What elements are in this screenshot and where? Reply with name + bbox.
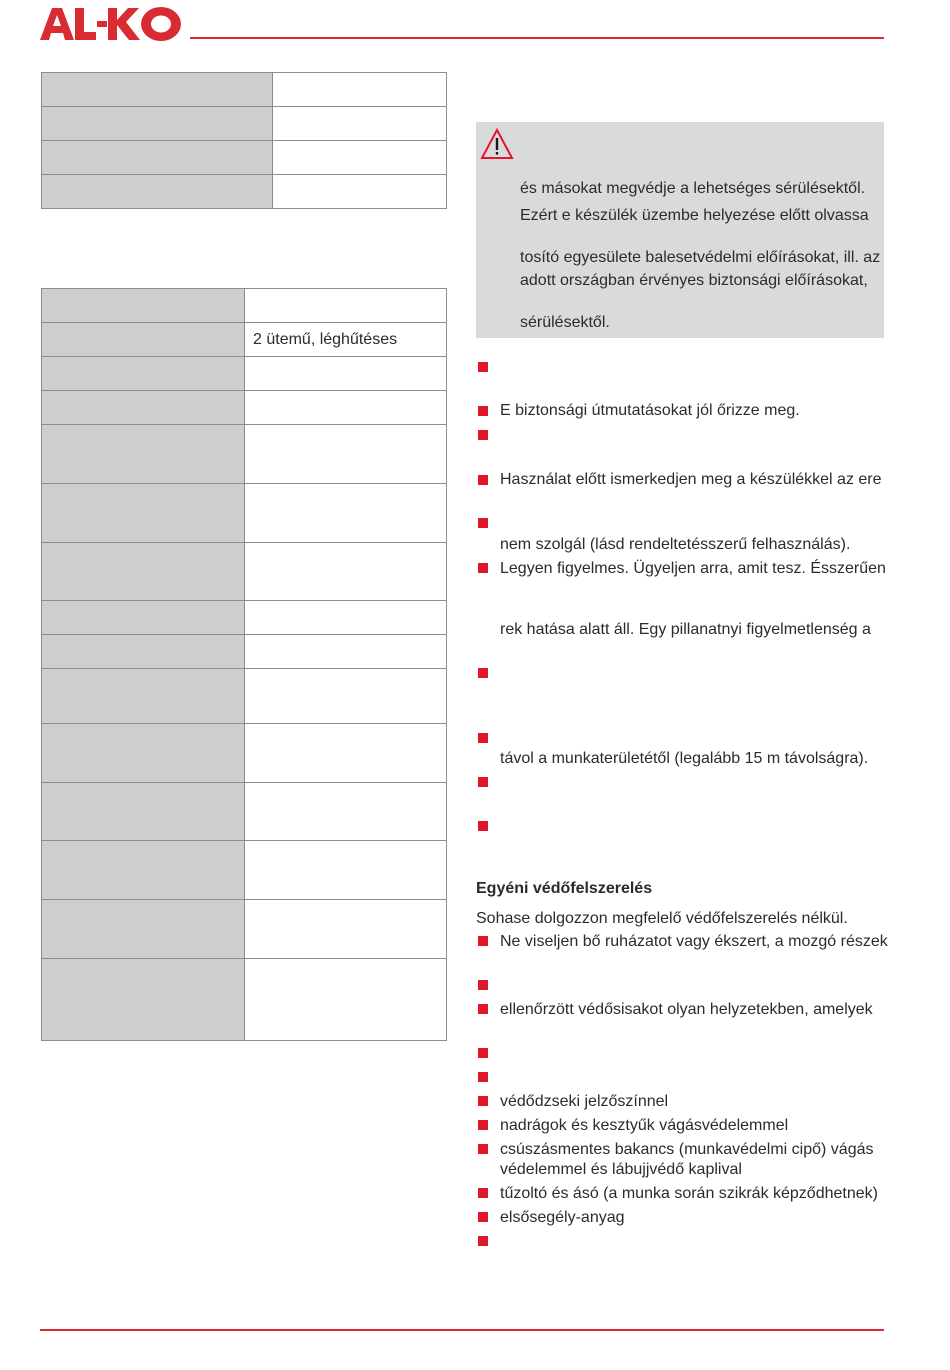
table-value-cell (245, 959, 447, 1041)
table-value-cell (273, 141, 447, 175)
table-row (42, 175, 447, 209)
table-key-cell (42, 900, 245, 959)
bullet-icon (478, 518, 488, 528)
bullet-icon (478, 733, 488, 743)
table-key-cell (42, 141, 273, 175)
table-value-cell (273, 107, 447, 141)
table-value-cell (245, 484, 447, 543)
bullet-icon (478, 936, 488, 946)
bullet-icon (478, 1144, 488, 1154)
bullet-icon (478, 821, 488, 831)
table-value-cell (245, 357, 447, 391)
list-item: rek hatása alatt áll. Egy pillanatnyi figyelmetlenség a (500, 621, 871, 638)
header-rule (190, 37, 884, 39)
table-row (42, 669, 447, 724)
bullet-icon (478, 1004, 488, 1014)
section-intro: Sohase dolgozzon megfelelő védőfelszerelés nélkül. (476, 910, 848, 927)
warning-text-line: tosító egyesülete balesetvédelmi előírásokat, ill. az (520, 249, 881, 266)
bullet-icon (478, 668, 488, 678)
bullet-icon (478, 1212, 488, 1222)
al-ko-logo (38, 6, 188, 42)
list-item: védődzseki jelzőszínnel (500, 1093, 669, 1110)
table-key-cell (42, 289, 245, 323)
section-heading: Egyéni védőfelszerelés (476, 880, 653, 897)
table-row (42, 289, 447, 323)
table-row (42, 783, 447, 841)
table-value-cell: 2 ütemű, léghűtéses (245, 323, 447, 357)
list-item: Használat előtt ismerkedjen meg a készülékkel az ere (500, 471, 882, 488)
table-key-cell (42, 724, 245, 783)
table-value-cell (245, 425, 447, 484)
table-row (42, 635, 447, 669)
spec-table-2 (41, 288, 447, 1041)
warning-triangle-icon (480, 128, 514, 160)
table-value-cell (245, 543, 447, 601)
warning-text-line: Ezért e készülék üzembe helyezése előtt olvassa (520, 207, 869, 224)
warning-text-line: adott országban érvényes biztonsági előírásokat, (520, 272, 868, 289)
table-key-cell (42, 175, 273, 209)
bullet-icon (478, 1120, 488, 1130)
table-key-cell (42, 601, 245, 635)
table-value-cell (273, 175, 447, 209)
table-key-cell (42, 959, 245, 1041)
bullet-icon (478, 563, 488, 573)
table-value-cell (245, 900, 447, 959)
list-item: elsősegély-anyag (500, 1209, 625, 1226)
list-item: távol a munkaterületétől (legalább 15 m távolságra). (500, 750, 869, 767)
table-row (42, 959, 447, 1041)
table-key-cell (42, 635, 245, 669)
table-row (42, 841, 447, 900)
bullet-icon (478, 362, 488, 372)
list-item: nem szolgál (lásd rendeltetésszerű felhasználás). (500, 536, 851, 553)
table-key-cell (42, 669, 245, 724)
table-key-cell (42, 391, 245, 425)
list-item: ellenőrzött védősisakot olyan helyzetekben, amelyek (500, 1001, 873, 1018)
table-value-cell (245, 841, 447, 900)
list-item: tűzoltó és ásó (a munka során szikrák képződhetnek) (500, 1185, 878, 1202)
table-row (42, 357, 447, 391)
table-row (42, 425, 447, 484)
bullet-icon (478, 1048, 488, 1058)
table-row (42, 543, 447, 601)
table-row (42, 391, 447, 425)
table-row (42, 107, 447, 141)
table-value-cell (245, 783, 447, 841)
bullet-icon (478, 980, 488, 990)
table-row (42, 900, 447, 959)
table-value-cell (245, 669, 447, 724)
list-item: E biztonsági útmutatásokat jól őrizze meg. (500, 402, 800, 419)
table-value-cell (245, 724, 447, 783)
bullet-icon (478, 475, 488, 485)
bullet-icon (478, 777, 488, 787)
table-value-cell (245, 391, 447, 425)
list-item: védelemmel és lábujjvédő kaplival (500, 1161, 742, 1178)
warning-text-line: és másokat megvédje a lehetséges sérülésektől. (520, 180, 866, 197)
warning-text-line: sérülésektől. (520, 314, 610, 331)
table-row (42, 724, 447, 783)
bullet-icon (478, 1096, 488, 1106)
table-value-cell (245, 635, 447, 669)
list-item: csúszásmentes bakancs (munkavédelmi cipő) vágás (500, 1141, 874, 1158)
table-key-cell (42, 484, 245, 543)
list-item: Legyen figyelmes. Ügyeljen arra, amit tesz. Ésszerűen (500, 560, 886, 577)
table-key-cell (42, 783, 245, 841)
bullet-icon (478, 1236, 488, 1246)
table-key-cell (42, 543, 245, 601)
list-item: nadrágok és kesztyűk vágásvédelemmel (500, 1117, 789, 1134)
table-row (42, 141, 447, 175)
table-value-cell (245, 601, 447, 635)
bullet-icon (478, 406, 488, 416)
list-item: Ne viseljen bő ruházatot vagy ékszert, a mozgó részek (500, 933, 888, 950)
bullet-icon (478, 1072, 488, 1082)
table-row (42, 323, 447, 357)
table-row (42, 601, 447, 635)
table-key-cell (42, 73, 273, 107)
table-value-cell (245, 289, 447, 323)
table-value-cell (273, 73, 447, 107)
footer-rule (40, 1329, 884, 1331)
spec-table-1 (41, 72, 447, 209)
table-key-cell (42, 425, 245, 484)
bullet-icon (478, 1188, 488, 1198)
table-row (42, 484, 447, 543)
table-key-cell (42, 107, 273, 141)
warning-box (476, 122, 884, 338)
table-key-cell (42, 323, 245, 357)
table-key-cell (42, 357, 245, 391)
bullet-icon (478, 430, 488, 440)
table-key-cell (42, 841, 245, 900)
table-row (42, 73, 447, 107)
